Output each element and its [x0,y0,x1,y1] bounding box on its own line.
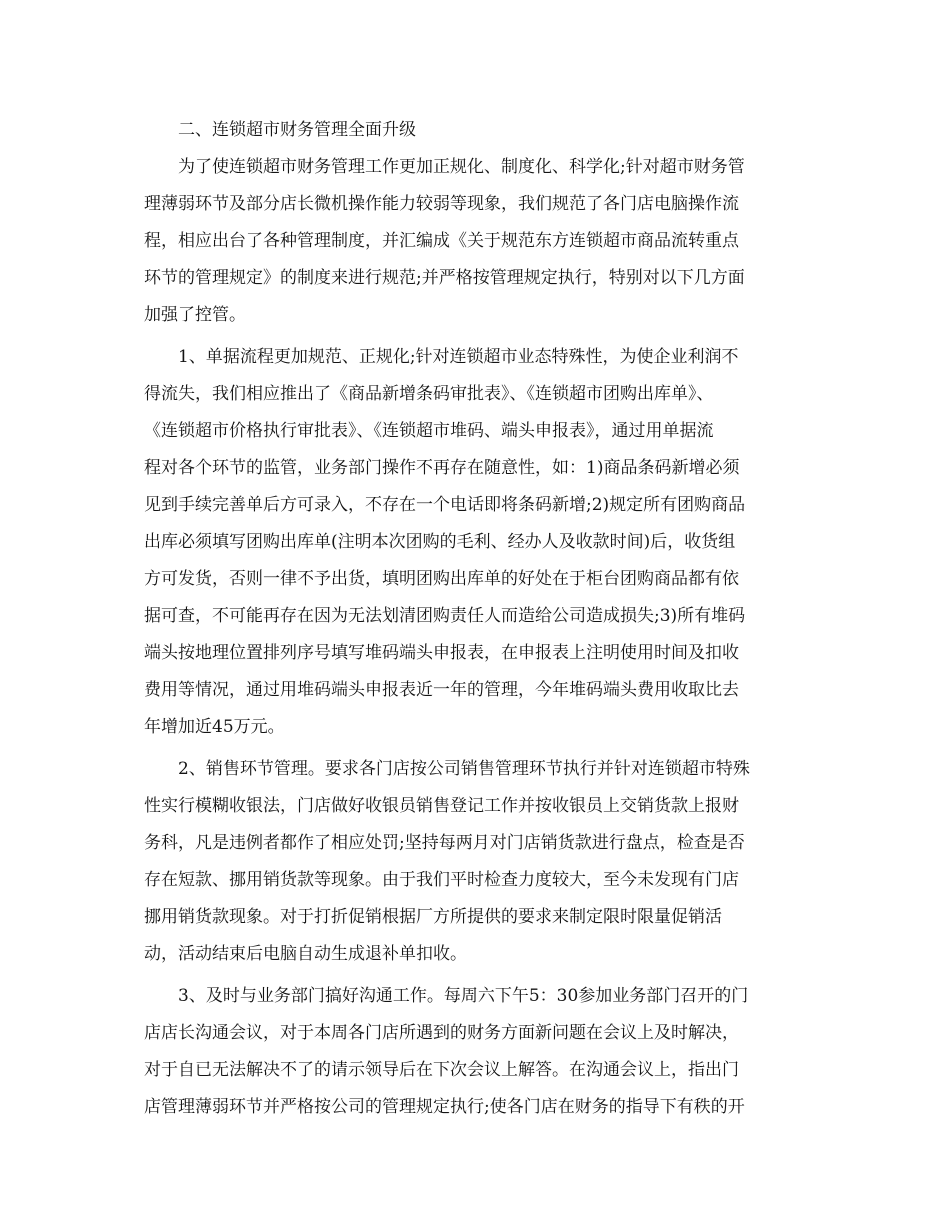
paragraph-sales-management [144,751,800,973]
paragraph-communication [144,978,800,1126]
paragraph-line: 店店长沟通会议，对于本周各门店所遇到的财务方面新问题在会议上及时解决， [144,1023,739,1043]
paragraph-line: 见到手续完善单后方可录入，不存在一个电话即将条码新增;2)规定所有团购商品 [144,495,746,515]
paragraph-line: 端头按地理位置排列序号填写堆码端头申报表，在申报表上注明使用时间及扣收 [144,643,739,663]
paragraph-line: 店管理薄弱环节并严格按公司的管理规定执行;使各门店在财务的指导下有秩的开 [144,1097,745,1117]
paragraph-documents-flow [144,339,800,746]
paragraph-line: 出库必须填写团购出库单(注明本次团购的毛利、经办人及收款时间)后，收货组 [144,532,736,552]
paragraph-line: 存在短款、挪用销货款等现象。由于我们平时检查力度较大，至今未发现有门店 [144,870,739,890]
paragraph-line: 动，活动结束后电脑自动生成退补单扣收。 [144,944,467,964]
paragraph-line: 1、单据流程更加规范、正规化;针对连锁超市业态特殊性，为使企业利润不 [178,347,739,367]
paragraph-line: 务科，凡是违例者都作了相应处罚;坚持每两月对门店销货款进行盘点，检查是否 [144,833,745,853]
paragraph-line: 性实行模糊收银法，门店做好收银员销售登记工作并按收银员上交销货款上报财 [144,796,739,816]
paragraph-line: 加强了控管。 [144,305,246,325]
paragraph-line: 2、销售环节管理。要求各门店按公司销售管理环节执行并针对连锁超市特殊 [178,759,750,779]
paragraph-line: 方可发货，否则一律不予出货，填明团购出库单的好处在于柜台团购商品都有依 [144,569,739,589]
paragraph-line: 年增加近45万元。 [144,717,285,737]
paragraph-line: 3、及时与业务部门搞好沟通工作。每周六下午5：30参加业务部门召开的门 [178,986,749,1006]
section-heading: 二、连锁超市财务管理全面升级 [178,120,416,140]
paragraph-line: 得流失，我们相应推出了《商品新增条码审批表》、《连锁超市团购出库单》、 [144,384,714,404]
paragraph-line: 费用等情况，通过用堆码端头申报表近一年的管理，今年堆码端头费用收取比去 [144,680,739,700]
paragraph-line: 对于自已无法解决不了的请示领导后在下次会议上解答。在沟通会议上，指出门 [144,1060,739,1080]
paragraph-line: 程对各个环节的监管，业务部门操作不再存在随意性，如：1)商品条码新增必须 [144,458,740,478]
document-body [144,112,800,1126]
paragraph-line: 《连锁超市价格执行审批表》、《连锁超市堆码、端头申报表》，通过用单据流 [144,421,714,441]
paragraph-line: 挪用销货款现象。对于打折促销根据厂方所提供的要求来制定限时限量促销活 [144,907,722,927]
paragraph-line: 理薄弱环节及部分店长微机操作能力较弱等现象，我们规范了各门店电脑操作流 [144,194,739,214]
paragraph-line: 为了使连锁超市财务管理工作更加正规化、制度化、科学化;针对超市财务管 [178,157,745,177]
paragraph-line: 据可查，不可能再存在因为无法划清团购责任人而造给公司造成损失;3)所有堆码 [144,606,746,626]
paragraph-line: 程，相应出台了各种管理制度，并汇编成《关于规范东方连锁超市商品流转重点 [144,231,739,251]
paragraph-line: 环节的管理规定》的制度来进行规范;并严格按管理规定执行，特别对以下几方面 [144,268,745,288]
paragraph-intro [144,149,800,334]
